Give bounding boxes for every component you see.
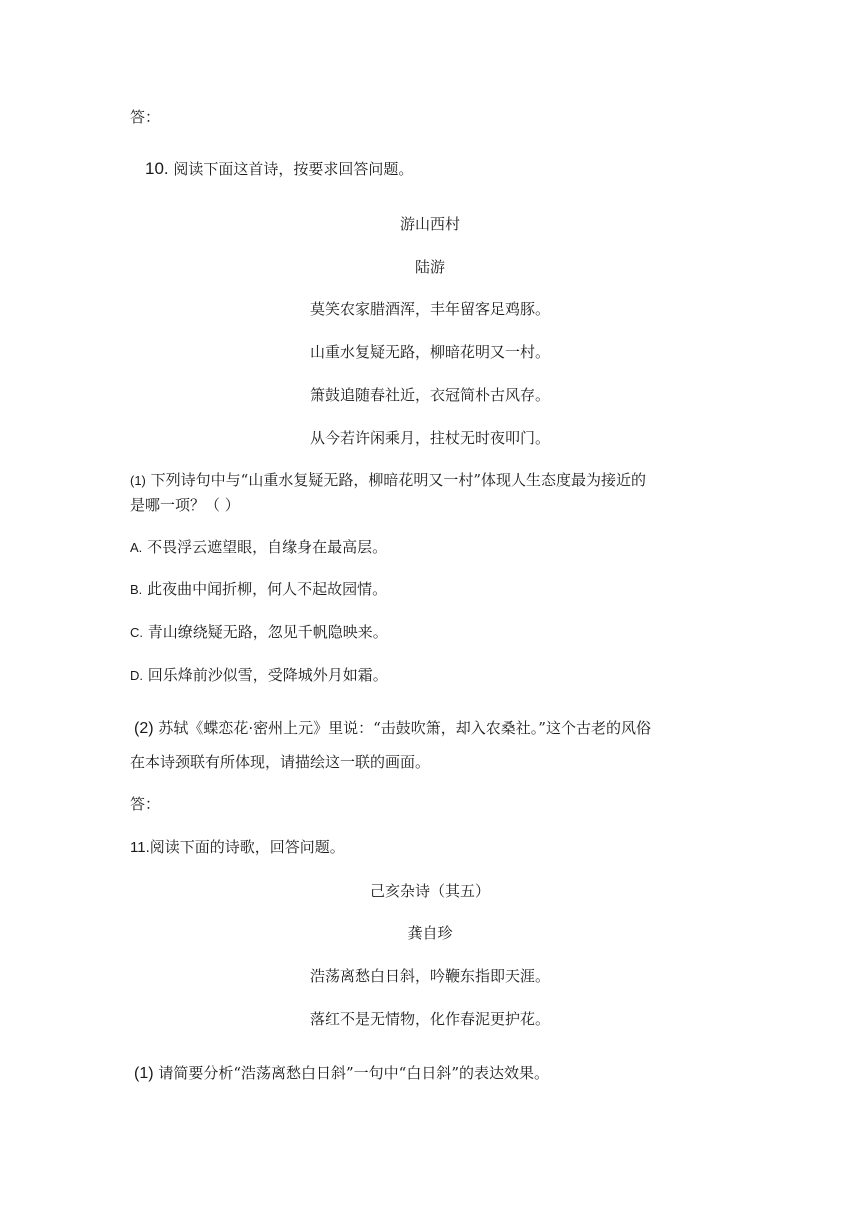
- sub-question-text: [134, 1062, 549, 1085]
- option-b: [130, 578, 387, 601]
- sub-question-text: [134, 717, 651, 740]
- sub-question-line: 在本诗颈联有所体现，请描绘这一联的画面。: [130, 753, 431, 771]
- question-prompt: 阅读下面这首诗，按要求回答问题。: [173, 160, 414, 178]
- option-text: 回乐烽前沙似雪，受降城外月如霜。: [147, 666, 388, 684]
- poem-author: 龚自珍: [407, 924, 453, 942]
- sub-question-line: 是哪一项？（ ）: [130, 496, 240, 514]
- sub-question-line: 请简要分析“浩荡离愁白日斜”一句中“白日斜”的表达效果。: [158, 1064, 550, 1082]
- poem-title: 游山西村: [399, 215, 460, 233]
- option-letter: C.: [130, 625, 143, 640]
- sub-question-number: (1): [134, 1065, 154, 1082]
- option-text: 此夜曲中闻折柳，何人不起故园情。: [147, 580, 388, 598]
- sub-question-line: 下列诗句中与“山重水复疑无路，柳暗花明又一村”体现人生态度最为接近的: [150, 471, 647, 489]
- option-d: [130, 664, 388, 687]
- sub-question-line: 苏轼《蝶恋花·密州上元》里说：“击鼓吹箫，却入农桑社。”这个古老的风俗: [158, 719, 651, 737]
- option-letter: B.: [130, 582, 143, 597]
- poem-line: 落红不是无情物，化作春泥更护花。: [309, 1010, 550, 1028]
- option-text: 青山缭绕疑无路，忽见千帆隐映来。: [147, 623, 388, 641]
- sub-question-text: [130, 469, 646, 492]
- question-number: 10.: [145, 159, 169, 178]
- sub-question-number: (1): [130, 473, 146, 488]
- option-a: [130, 536, 387, 559]
- answer-label: 答：: [130, 795, 161, 813]
- question-prompt: 阅读下面的诗歌，回答问题。: [149, 838, 345, 856]
- poem-line: 从今若许闲乘月，拄杖无时夜叩门。: [309, 429, 550, 447]
- option-letter: D.: [130, 668, 143, 683]
- poem-line: 山重水复疑无路，柳暗花明又一村。: [309, 343, 550, 361]
- sub-question-number: (2): [134, 720, 154, 737]
- poem-author: 陆游: [414, 258, 445, 276]
- poem-title: 己亥杂诗（其五）: [369, 882, 490, 900]
- option-c: [130, 621, 388, 644]
- poem-line: 莫笑农家腊酒浑，丰年留客足鸡豚。: [309, 300, 550, 318]
- option-text: 不畏浮云遮望眼，自缘身在最高层。: [147, 538, 388, 556]
- poem-line: 浩荡离愁白日斜，吟鞭东指即天涯。: [309, 967, 550, 985]
- question-11-heading: [130, 836, 345, 859]
- option-letter: A.: [130, 540, 143, 555]
- question-10-heading: [145, 158, 413, 180]
- answer-label: 答：: [130, 108, 161, 126]
- poem-line: 箫鼓追随春社近，衣冠简朴古风存。: [309, 386, 550, 404]
- question-number: 11.: [130, 839, 150, 856]
